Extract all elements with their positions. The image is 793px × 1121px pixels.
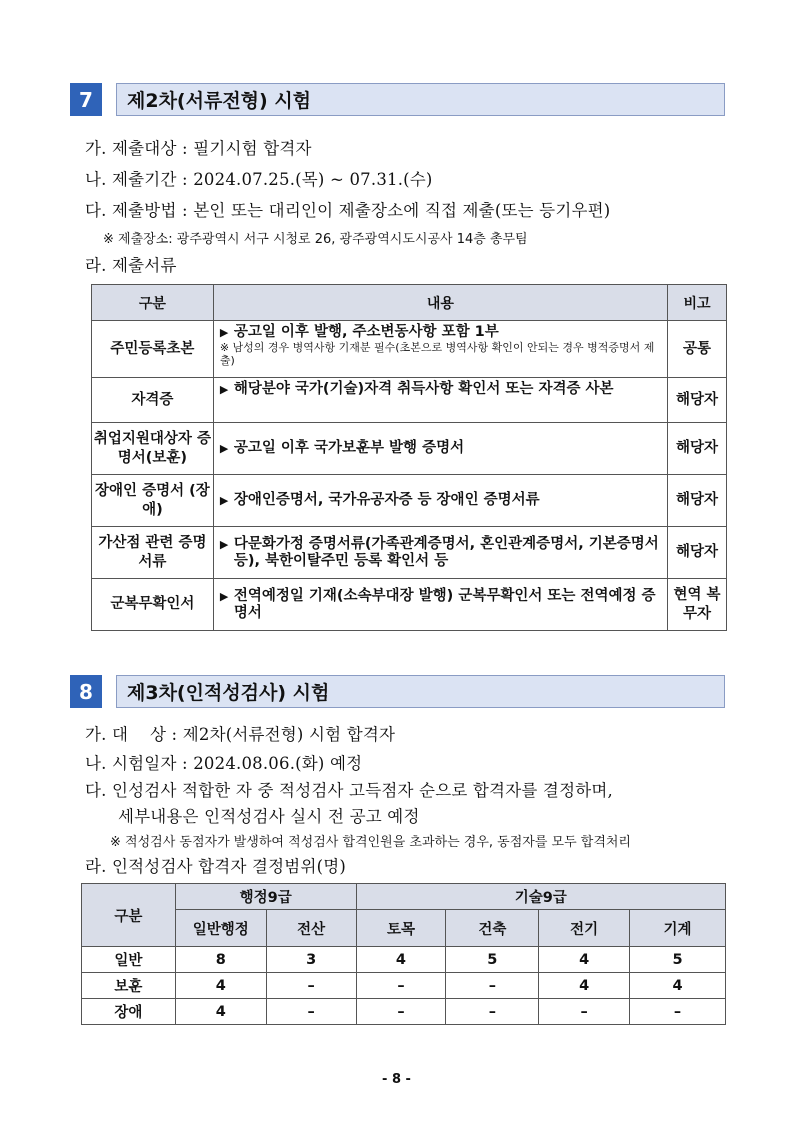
row-category: 장애인 증명서 (장애) — [92, 475, 214, 527]
table-header-group — [82, 884, 726, 910]
row-remark: 해당자 — [668, 475, 727, 527]
row-category: 군복무확인서 — [92, 579, 214, 631]
page-number: - 8 - — [382, 1072, 411, 1087]
row-category: 자격증 — [92, 378, 214, 423]
header-content: 내용 — [213, 285, 667, 321]
triangle-bullet-icon: ▶ — [219, 589, 229, 603]
cell: – — [446, 999, 539, 1025]
cell: – — [266, 973, 356, 999]
cell: 4 — [175, 973, 266, 999]
cell: 3 — [266, 947, 356, 973]
cell: 5 — [446, 947, 539, 973]
section8-decision: 다. 인성검사 적합한 자 중 적성검사 고득점자 순으로 합격자를 결정하며, — [85, 781, 613, 800]
cell: 4 — [356, 947, 446, 973]
header-architecture: 건축 — [446, 910, 539, 947]
section7-target: 가. 제출대상 : 필기시험 합격자 — [85, 139, 312, 158]
section8-target: 가. 대 상 : 제2차(서류전형) 시험 합격자 — [85, 725, 396, 744]
header-corner: 구분 — [82, 884, 176, 947]
header-civil: 토목 — [356, 910, 446, 947]
table-row — [82, 973, 726, 999]
header-remark: 비고 — [668, 285, 727, 321]
cell: – — [266, 999, 356, 1025]
cell: – — [446, 973, 539, 999]
section7-header — [70, 83, 312, 116]
header-general-admin: 일반행정 — [175, 910, 266, 947]
row-label: 일반 — [82, 947, 176, 973]
row-content: ▶ 공고일 이후 국가보훈부 발행 증명서 — [213, 423, 667, 475]
section7-location-note: ※ 제출장소: 광주광역시 서구 시청로 26, 광주광역시도시공사 14층 총무팀 — [103, 232, 528, 247]
header-tech-grade9: 기술9급 — [356, 884, 725, 910]
row-remark: 현역 복무자 — [668, 579, 727, 631]
row-category: 주민등록초본 — [92, 321, 214, 378]
documents-table — [91, 284, 727, 631]
cell: 4 — [175, 999, 266, 1025]
cell: 4 — [539, 973, 630, 999]
row-remark: 해당자 — [668, 378, 727, 423]
row-content: ▶ 해당분야 국가(기술)자격 취득사항 확인서 또는 자격증 사본 — [213, 378, 667, 423]
row-content: ▶ 공고일 이후 발행, 주소변동사항 포함 1부 ※ 남성의 경우 병역사항 기재분 필수(초본으로 병역사항 확인이 안되는 경우 병적증명서 제출) — [213, 321, 667, 378]
section7-method: 다. 제출방법 : 본인 또는 대리인이 제출장소에 직접 제출(또는 등기우편) — [85, 201, 611, 220]
table-row — [82, 999, 726, 1025]
section7-number: 7 — [70, 83, 102, 116]
triangle-bullet-icon: ▶ — [219, 442, 229, 455]
row-category: 가산점 관련 증명서류 — [92, 527, 214, 579]
header-electrical: 전기 — [539, 910, 630, 947]
triangle-bullet-icon: ▶ — [219, 383, 229, 396]
table-row — [92, 579, 727, 631]
header-category: 구분 — [92, 285, 214, 321]
row-remark: 공통 — [668, 321, 727, 378]
section8-title: 제3차(인적성검사) 시험 — [116, 675, 725, 708]
section8-header — [70, 675, 330, 708]
cell: – — [356, 999, 446, 1025]
section7-period: 나. 제출기간 : 2024.07.25.(목) ~ 07.31.(수) — [85, 170, 433, 189]
section7-documents-heading: 라. 제출서류 — [85, 256, 177, 275]
row-remark: 해당자 — [668, 527, 727, 579]
section8-number: 8 — [70, 675, 102, 708]
pass-range-table — [81, 883, 726, 1025]
cell: – — [356, 973, 446, 999]
cell: 4 — [539, 947, 630, 973]
section8-tie-note: ※ 적성검사 동점자가 발생하여 적성검사 합격인원을 초과하는 경우, 동점자를 모두 합격처리 — [110, 835, 631, 850]
section8-decision-cont: 세부내용은 인적성검사 실시 전 공고 예정 — [118, 807, 420, 826]
row-content: ▶ 장애인증명서, 국가유공자증 등 장애인 증명서류 — [213, 475, 667, 527]
row-remark: 해당자 — [668, 423, 727, 475]
section8-result-heading: 라. 인적성검사 합격자 결정범위(명) — [85, 857, 346, 876]
row-label: 장애 — [82, 999, 176, 1025]
row-category: 취업지원대상자 증명서(보훈) — [92, 423, 214, 475]
table-row — [92, 378, 727, 423]
header-computing: 전산 — [266, 910, 356, 947]
table-row — [92, 475, 727, 527]
cell: 5 — [630, 947, 726, 973]
row-content: ▶ 다문화가정 증명서류(가족관계증명서, 혼인관계증명서, 기본증명서 등), 북한이탈주민 등록 확인서 등 — [213, 527, 667, 579]
row-sub-note: ※ 남성의 경우 병역사항 기재분 필수(초본으로 병역사항 확인이 안되는 경우 병적증명서 제출) — [219, 341, 655, 367]
documents-table-header — [92, 285, 727, 321]
table-row — [92, 423, 727, 475]
table-header-columns — [82, 910, 726, 947]
cell: 4 — [630, 973, 726, 999]
cell: – — [539, 999, 630, 1025]
table-row — [92, 321, 727, 378]
triangle-bullet-icon: ▶ — [219, 494, 229, 507]
section8-date: 나. 시험일자 : 2024.08.06.(화) 예정 — [85, 754, 363, 773]
header-admin-grade9: 행정9급 — [175, 884, 356, 910]
row-label: 보훈 — [82, 973, 176, 999]
section7-title: 제2차(서류전형) 시험 — [116, 83, 725, 116]
triangle-bullet-icon: ▶ — [219, 537, 229, 551]
table-row — [92, 527, 727, 579]
table-row — [82, 947, 726, 973]
row-content: ▶ 전역예정일 기재(소속부대장 발행) 군복무확인서 또는 전역예정 증명서 — [213, 579, 667, 631]
cell: 8 — [175, 947, 266, 973]
header-mechanical: 기계 — [630, 910, 726, 947]
triangle-bullet-icon: ▶ — [219, 326, 229, 339]
cell: – — [630, 999, 726, 1025]
